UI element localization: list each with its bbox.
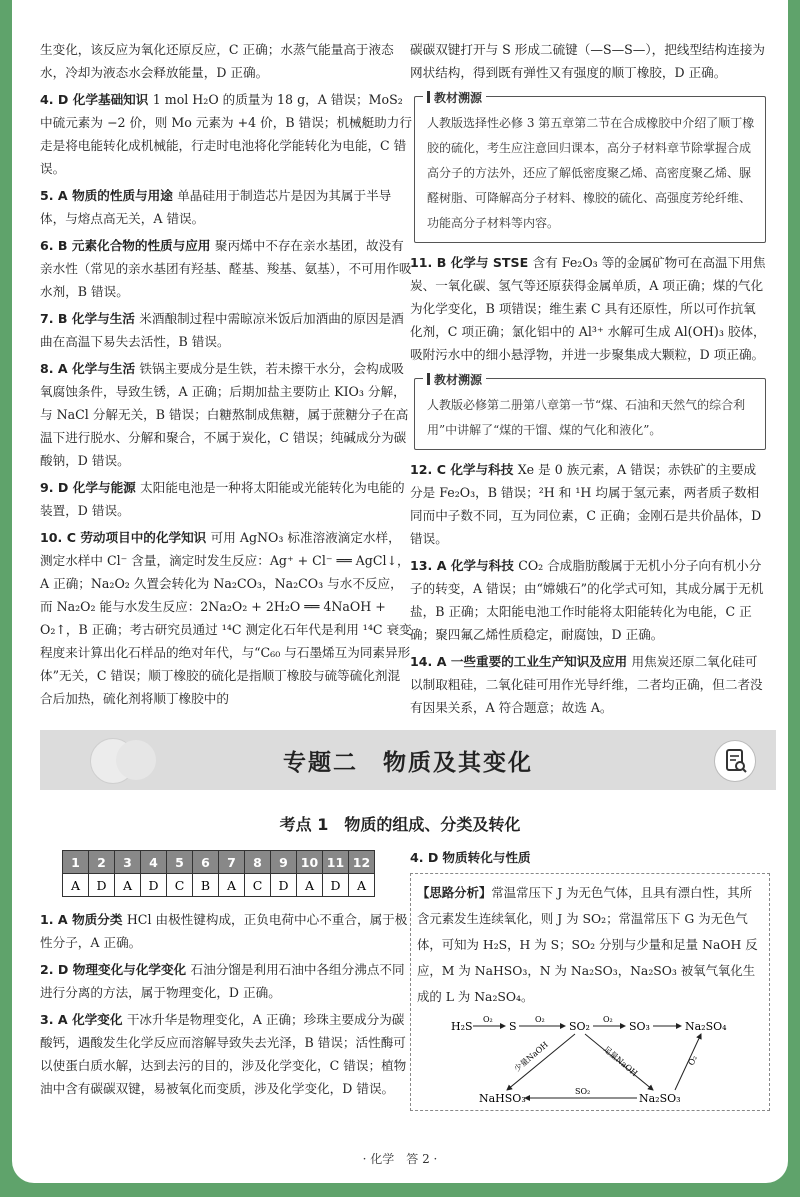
question-item <box>40 38 412 84</box>
arrow-label: O₂ <box>686 1054 699 1067</box>
question-tag: 化学与科技 <box>450 558 519 573</box>
answer-number: 11 <box>323 851 349 874</box>
question-tag: 一些重要的工业生产知识及应用 <box>450 654 632 669</box>
question-text: Xe 是 0 族元素，A 错误；赤铁矿的主要成分是 Fe₂O₃，B 错误；²H 和 ¹H 均属于氢元素，两者质子数相同而中子数不同，互为同位素，C 正确；金刚石是共价晶体，D 错误。 <box>410 462 762 546</box>
textbook-source-box <box>414 91 766 243</box>
analysis-text: 常温常压下 J 为无色气体，且具有漂白性，其所含元素发生连续氧化，则 J 为 SO₂；常温常压下 G 为无色气体，可知为 H₂S，H 为 S；SO₂ 分别与少量和足量 NaOH 反应，M 为 NaHSO₃，N 为 Na₂SO₃，Na₂SO₃ 被氧气氧化生成的 L 为 Na₂SO₄。 <box>417 885 758 1004</box>
analysis-label: 【思路分析】 <box>417 885 492 900</box>
question-text: 生变化，该反应为氧化还原反应，C 正确；水蒸气能量高于液态水，冷却为液态水会释放能量，D 正确。 <box>40 42 394 80</box>
answer-number: 12 <box>349 851 375 874</box>
question-item <box>410 38 766 84</box>
question-item <box>40 88 412 180</box>
question-tag: 化学与生活 <box>72 361 140 376</box>
question-number: 1. A <box>40 912 73 927</box>
question-tag: 化学与能源 <box>72 480 141 495</box>
question-item <box>410 650 766 719</box>
section-title: 考点 1 物质的组成、分类及转化 <box>279 815 521 834</box>
question-item <box>40 234 412 303</box>
box-label: 教材溯源 <box>423 368 486 393</box>
question-number: 10. C <box>40 530 81 545</box>
answer-value: A <box>297 874 323 897</box>
node-nahso3: NaHSO₃ <box>479 1092 526 1105</box>
answer-page <box>12 0 788 1183</box>
node-s: S <box>509 1020 517 1033</box>
textbook-source-box <box>414 373 766 450</box>
right-column-top <box>410 38 766 723</box>
document-search-icon <box>714 740 756 782</box>
question-item <box>410 458 766 550</box>
question-text: 单晶硅用于制造芯片是因为其属于半导体，与熔点高无关，A 错误。 <box>40 188 392 226</box>
arrow-label: 足量NaOH <box>601 1044 640 1079</box>
question-tag: 物理变化与化学变化 <box>72 962 191 977</box>
question-text: 铁锅主要成分是生铁，若未擦干水分，会构成吸氧腐蚀条件，导致生锈，A 正确；后期加盐主要防止 KIO₃ 分解，与 NaCl 分解无关，B 错误；白糖熬制成焦糖，属于蔗糖分子在高温下进行脱水、分解和聚合，不属于炭化，C 错误；纯碱成分为碳酸钠，D 错误。 <box>40 361 409 468</box>
answer-number: 9 <box>271 851 297 874</box>
question-item <box>410 251 766 366</box>
question-number: 5. A <box>40 188 73 203</box>
question-number: 11. B <box>410 255 451 270</box>
question-number: 7. B <box>40 311 72 326</box>
banner-title: 专题二 物质及其变化 <box>283 750 533 776</box>
question-number: 3. A <box>40 1012 73 1027</box>
answer-number: 1 <box>63 851 89 874</box>
question-tag: 物质分类 <box>72 912 127 927</box>
question-text: 1 mol H₂O 的质量为 18 g，A 错误；MoS₂ 中硫元素为 −2 价，则 Mo 元素为 +4 价，B 错误；机械艇助力行走是将电能转化成机械能，行走时电池将化学能转化为电能，C 错误。 <box>40 92 412 176</box>
answer-number: 4 <box>141 851 167 874</box>
question-number: 13. A <box>410 558 451 573</box>
node-na2so3: Na₂SO₃ <box>639 1092 681 1105</box>
answer-number: 6 <box>193 851 219 874</box>
arrow-label: 少量NaOH <box>512 1040 550 1074</box>
question-number: 9. D <box>40 480 73 495</box>
question-number: 14. A <box>410 654 451 669</box>
question-tag: 物质的性质与用途 <box>72 188 178 203</box>
answer-value: C <box>245 874 271 897</box>
question-item <box>40 526 412 710</box>
question-text: 含有 Fe₂O₃ 等的金属矿物可在高温下用焦炭、一氧化碳、氢气等还原获得金属单质，A 项正确；煤的气化为化学变化，B 项错误；维生素 C 具有还原性，所以可作抗氧化剂，C 项正确；氯化铝中的 Al³⁺ 水解可生成 Al(OH)₃ 胶体，吸附污水中的细小悬浮物，并进一步聚集成大颗粒，D 项正确。 <box>410 255 766 362</box>
question-item <box>40 958 412 1004</box>
analysis-box <box>410 873 770 1111</box>
box-text: 人教版必修第二册第八章第一节“煤、石油和天然气的综合利用”中讲解了“煤的干馏、煤的气化和液化”。 <box>427 398 746 437</box>
question-tag: 化学与生活 <box>71 311 140 326</box>
answer-value: A <box>115 874 141 897</box>
transformation-diagram <box>417 1014 747 1106</box>
topic-banner <box>40 730 776 790</box>
question-tag: 物质转化与性质 <box>442 850 531 865</box>
question-tag: 化学与 STSE <box>450 255 533 270</box>
question-item <box>410 554 766 646</box>
answer-value: B <box>193 874 219 897</box>
page-footer: · 化学 答 2 · <box>362 1152 438 1166</box>
question-text: 干冰升华是物理变化，A 正确；珍珠主要成分为碳酸钙，遇酸发生化学反应而溶解导致失去光泽，B 错误；活性酶可以使蛋白质水解，达到去污的目的，涉及化学变化，C 错误；植物油中含有碳碳双键，易被氧化而变质，涉及化学变化，D 错误。 <box>40 1012 407 1096</box>
question-item <box>40 908 412 954</box>
question-tag: 化学基础知识 <box>72 92 153 107</box>
question-tag: 劳动项目中的化学知识 <box>80 530 211 545</box>
answer-number: 3 <box>115 851 141 874</box>
question-tag: 化学变化 <box>72 1012 127 1027</box>
answer-value: C <box>167 874 193 897</box>
answer-number: 2 <box>89 851 115 874</box>
answer-number: 5 <box>167 851 193 874</box>
left-column-bottom <box>40 908 412 1104</box>
answer-number: 10 <box>297 851 323 874</box>
question-text: 可用 AgNO₃ 标准溶液滴定水样，测定水样中 Cl⁻ 含量，滴定时发生反应：Ag⁺ + Cl⁻ ══ AgCl↓，A 正确；Na₂O₂ 久置会转化为 Na₂CO₃，Na₂CO₃ 与水不反应，而 Na₂O₂ 能与水发生反应：2Na₂O₂ + 2H₂O ══ 4NaOH + O₂↑，B 正确；考古研究员通过 ¹⁴C 测定化石年代是利用 ¹⁴C 衰变程度来计算出化石样品的绝对年代，与“C₆₀ 与石墨烯互为同素异形体”无关，C 错误；顺丁橡胶的硫化是指顺丁橡胶与硫等硫化剂混合后加热，硫化剂将顺丁橡胶中的 <box>40 530 412 706</box>
question-text: 米酒酿制过程中需晾凉米饭后加酒曲的原因是酒曲在高温下易失去活性，B 错误。 <box>40 311 404 349</box>
question-text: HCl 由极性键构成，正负电荷中心不重合，属于极性分子，A 正确。 <box>40 912 408 950</box>
question-number: 8. A <box>40 361 73 376</box>
question-text: 碳碳双键打开与 S 形成二硫键（—S—S—），把线型结构连接为网状结构，得到既有弹性又有强度的顺丁橡胶，D 正确。 <box>410 42 766 80</box>
question-item <box>410 846 770 869</box>
arrow-label: O₂ <box>603 1015 613 1024</box>
answer-value: A <box>349 874 375 897</box>
answer-value: D <box>323 874 349 897</box>
node-h2s: H₂S <box>451 1020 473 1033</box>
box-text: 人教版选择性必修 3 第五章第二节在合成橡胶中介绍了顺丁橡胶的硫化，考生应注意回归课本，高分子材料章节除掌握合成高分子的方法外，还应了解低密度聚乙烯、高密度聚乙烯、脲醛树脂、可降解高分子材料、橡胶的硫化、高强度芳纶纤维、功能高分子材料等内容。 <box>427 116 755 230</box>
node-na2so4: Na₂SO₄ <box>685 1020 727 1033</box>
arrow-label: SO₂ <box>575 1087 591 1096</box>
question-item <box>40 184 412 230</box>
node-so3: SO₃ <box>629 1020 650 1033</box>
question-text: 石油分馏是利用石油中各组分沸点不同进行分离的方法，属于物理变化，D 正确。 <box>40 962 405 1000</box>
right-column-bottom <box>410 846 770 1111</box>
node-so2: SO₂ <box>569 1020 590 1033</box>
question-item <box>40 357 412 472</box>
answer-value: D <box>271 874 297 897</box>
question-item <box>40 1008 412 1100</box>
answer-table <box>62 850 375 897</box>
answer-value: A <box>63 874 89 897</box>
question-text: CO₂ 合成脂肪酸属于无机小分子向有机小分子的转变，A 错误；由“嫦娥石”的化学式可知，其成分属于无机盐，B 正确；太阳能电池工作时能将太阳能转化为电能，C 正确；聚四氟乙烯性质稳定，耐腐蚀，D 正确。 <box>410 558 764 642</box>
box-label: 教材溯源 <box>423 86 486 111</box>
arrow-label: O₂ <box>535 1015 545 1024</box>
answer-number: 7 <box>219 851 245 874</box>
arrow-label: O₂ <box>483 1015 493 1024</box>
question-number: 6. B <box>40 238 72 253</box>
answer-value: A <box>219 874 245 897</box>
question-number: 12. C <box>410 462 451 477</box>
question-number: 2. D <box>40 962 73 977</box>
question-text: 聚丙烯中不存在亲水基团，故没有亲水性（常见的亲水基团有羟基、醛基、羧基、氨基），不可用作吸水剂，B 错误。 <box>40 238 412 299</box>
answer-value: D <box>89 874 115 897</box>
question-number: 4. D <box>410 850 439 865</box>
answer-value: D <box>141 874 167 897</box>
question-text: 用焦炭还原二氧化硅可以制取粗硅，二氧化硅可用作光导纤维，二者均正确，但二者没有因果关系，A 符合题意；故选 A。 <box>410 654 763 715</box>
answer-number: 8 <box>245 851 271 874</box>
left-column-top <box>40 38 412 714</box>
question-item <box>40 307 412 353</box>
question-tag: 元素化合物的性质与应用 <box>71 238 215 253</box>
question-number: 4. D <box>40 92 73 107</box>
question-tag: 化学与科技 <box>450 462 518 477</box>
question-text: 太阳能电池是一种将太阳能或光能转化为电能的装置，D 错误。 <box>40 480 405 518</box>
question-item <box>40 476 412 522</box>
